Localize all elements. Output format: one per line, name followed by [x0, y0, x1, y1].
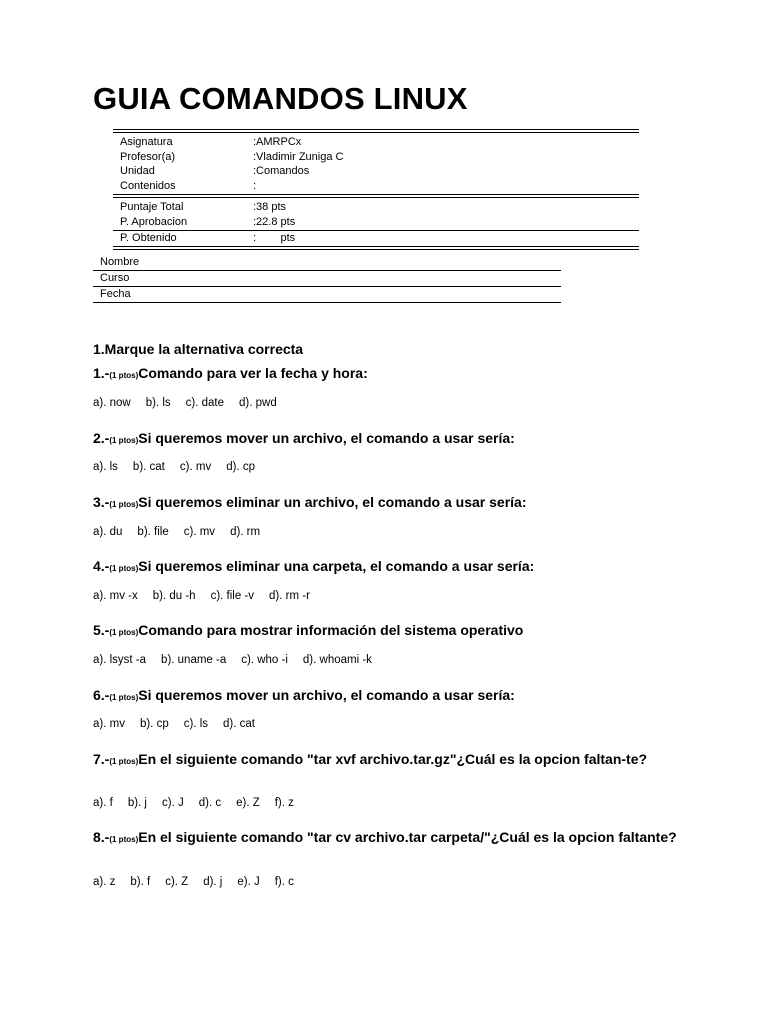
info-label: Unidad — [120, 165, 155, 177]
question-8 — [93, 830, 681, 847]
info-value: :38 pts — [253, 201, 287, 213]
option[interactable]: c). mv — [183, 526, 216, 538]
option[interactable]: d). cp — [226, 461, 255, 473]
info-value: :22.8 pts — [253, 215, 296, 228]
question-number: 6.- — [93, 687, 110, 703]
info-value: :Vladimir Zuniga C — [253, 150, 344, 163]
option[interactable]: d). cat — [223, 718, 255, 730]
options-8 — [93, 876, 309, 888]
option[interactable]: b). j — [127, 797, 147, 809]
option[interactable]: b). cp — [139, 718, 169, 730]
option[interactable]: b). f — [130, 876, 151, 888]
page-title: GUIA COMANDOS LINUX — [93, 81, 468, 116]
option[interactable]: a). mv -x — [93, 590, 138, 602]
question-6 — [93, 688, 693, 705]
student-info-table — [93, 255, 561, 303]
question-number: 1.- — [93, 365, 110, 381]
option[interactable]: d). c — [198, 797, 222, 809]
info-value: : — [253, 179, 257, 192]
option[interactable]: f). z — [274, 797, 294, 809]
question-number: 8.- — [93, 829, 110, 845]
option[interactable]: a). du — [93, 526, 123, 538]
student-name-row[interactable]: Nombre — [93, 255, 561, 271]
question-text: Si queremos mover un archivo, el comando a usar sería: — [138, 687, 515, 703]
section-title: 1.Marque la alternativa correcta — [93, 341, 304, 357]
course-info-table — [113, 129, 639, 250]
option[interactable]: c). ls — [183, 718, 208, 730]
question-points: (1 ptos) — [109, 835, 139, 844]
info-label: Asignatura — [120, 136, 173, 148]
question-text: Comando para ver la fecha y hora: — [138, 365, 368, 381]
options-1 — [93, 397, 292, 409]
question-points: (1 ptos) — [109, 757, 139, 766]
option[interactable]: d). j — [203, 876, 223, 888]
info-label: Puntaje Total — [120, 201, 184, 213]
option[interactable]: d). whoami -k — [302, 654, 372, 666]
question-number: 3.- — [93, 494, 110, 510]
question-number: 5.- — [93, 622, 110, 638]
option[interactable]: c). J — [161, 797, 184, 809]
option[interactable]: c). who -i — [241, 654, 288, 666]
option[interactable]: b). ls — [145, 397, 171, 409]
info-value: :Comandos — [253, 165, 310, 177]
info-value: :AMRPCx — [253, 136, 302, 148]
info-row — [113, 200, 639, 215]
info-label: P. Aprobacion — [120, 215, 188, 228]
option[interactable]: b). du -h — [152, 590, 196, 602]
question-number: 2.- — [93, 430, 110, 446]
option[interactable]: b). file — [137, 526, 169, 538]
options-6 — [93, 718, 270, 730]
option[interactable]: c). Z — [165, 876, 189, 888]
option[interactable]: a). z — [93, 876, 116, 888]
info-row — [113, 179, 639, 194]
options-7 — [93, 797, 309, 809]
question-points: (1 ptos) — [109, 693, 139, 702]
info-group-obtained — [113, 231, 639, 246]
option[interactable]: b). uname -a — [161, 654, 227, 666]
info-label: Profesor(a) — [120, 150, 176, 163]
option[interactable]: f). c — [274, 876, 294, 888]
info-group-course — [113, 133, 639, 194]
option[interactable]: a). lsyst -a — [93, 654, 147, 666]
info-row — [113, 150, 639, 165]
option[interactable]: b). cat — [132, 461, 165, 473]
option[interactable]: e). J — [237, 876, 260, 888]
question-number: 4.- — [93, 558, 110, 574]
option[interactable]: c). file -v — [210, 590, 255, 602]
info-label: Contenidos — [120, 179, 176, 192]
question-text: En el siguiente comando "tar xvf archivo.tar.gz"¿Cuál es la opcion faltan-te? — [138, 751, 648, 767]
info-row — [113, 215, 639, 230]
info-group-score — [113, 198, 639, 230]
info-value: : pts — [253, 232, 296, 244]
options-4 — [93, 590, 325, 602]
question-text: Si queremos eliminar un archivo, el comando a usar sería: — [138, 494, 527, 510]
option[interactable]: e). Z — [236, 797, 260, 809]
question-number: 7.- — [93, 751, 110, 767]
info-row — [113, 164, 639, 179]
student-course-row[interactable]: Curso — [93, 271, 561, 287]
question-points: (1 ptos) — [109, 436, 139, 445]
option[interactable]: a). now — [93, 397, 131, 409]
question-points: (1 ptos) — [109, 564, 139, 573]
option[interactable]: a). f — [93, 797, 113, 809]
question-points: (1 ptos) — [109, 371, 139, 380]
table-rule — [113, 246, 639, 250]
option[interactable]: d). rm -r — [269, 590, 310, 602]
option[interactable]: d). pwd — [239, 397, 277, 409]
question-text: Comando para mostrar información del sistema operativo — [138, 622, 524, 638]
question-7 — [93, 752, 681, 769]
question-text: En el siguiente comando "tar cv archivo.tar carpeta/"¿Cuál es la opcion faltante? — [138, 829, 677, 845]
info-row — [113, 231, 639, 246]
question-points: (1 ptos) — [109, 500, 139, 509]
option[interactable]: a). ls — [93, 461, 118, 473]
question-4 — [93, 559, 693, 576]
student-date-row[interactable]: Fecha — [93, 287, 561, 303]
question-5 — [93, 623, 693, 640]
question-3 — [93, 495, 693, 512]
options-3 — [93, 526, 275, 538]
question-2 — [93, 431, 693, 448]
info-label: P. Obtenido — [120, 232, 177, 244]
question-points: (1 ptos) — [109, 628, 139, 637]
question-text: Si queremos eliminar una carpeta, el comando a usar sería: — [138, 558, 535, 574]
option[interactable]: c). mv — [179, 461, 212, 473]
option[interactable]: c). date — [185, 397, 224, 409]
question-text: Si queremos mover un archivo, el comando a usar sería: — [138, 430, 515, 446]
question-1 — [93, 366, 693, 383]
option[interactable]: a). mv — [93, 718, 125, 730]
options-5 — [93, 654, 387, 666]
options-2 — [93, 461, 270, 473]
info-row — [113, 135, 639, 150]
option[interactable]: d). rm — [230, 526, 261, 538]
